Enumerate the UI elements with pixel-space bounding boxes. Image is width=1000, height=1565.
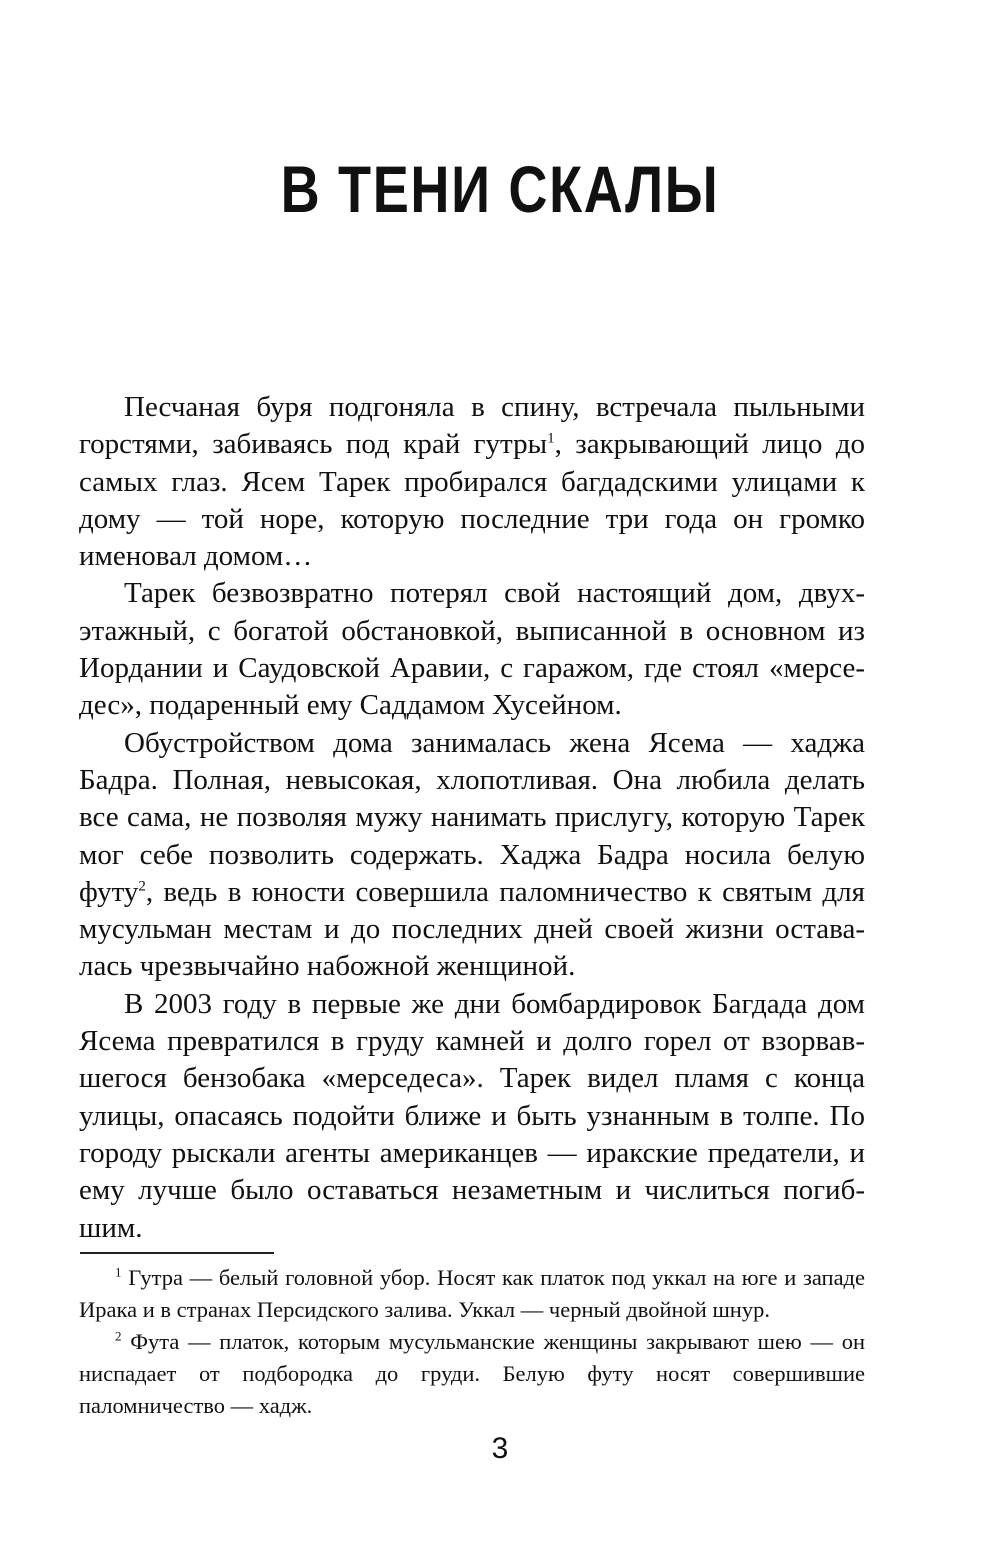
footnote-ref: 1: [547, 430, 555, 447]
body-text: [79, 389, 865, 1247]
paragraph-text: , закрывающий лицо до самых глаз. Ясем Тарек пробирался багдадскими улицами к дому — той норе, которую последние три года он громко именовал домом…: [79, 428, 866, 573]
footnote-text: Фута — платок, которым мусульманские женщины закрывают шею — он ниспадает от подбородка до груди. Белую футу носят совершившие паломничество — хадж.: [79, 1329, 865, 1418]
footnotes: [79, 1262, 865, 1422]
footnote-ref: 2: [138, 878, 146, 895]
paragraph: Тарек безвозвратно потерял свой настоящий дом, двухэтажный, с богатой обстановкой, выписанной в основном из Иордании и Саудовской Аравии, с гаражом, где стоял «мерседес», подаренный ему Саддамом Хусейном.: [79, 577, 865, 722]
paragraph-text: , ведь в юности совершила паломничество к святым для мусульман местам и до последних дней своей жизни оставалась чрезвычайно набожной женщиной.: [79, 875, 865, 983]
footnote-separator: [80, 1252, 274, 1254]
paragraph: [79, 389, 865, 575]
footnote: [79, 1326, 865, 1422]
paragraph-text: Песчаная буря подгоняла в спину, встречала пыльными горстями, забиваясь под край гутры: [79, 391, 865, 461]
paragraph-text: Обустройством дома занималась жена Ясема — хаджа Бадра. Полная, невысокая, хлопотливая. Она любила делать все сама, не позволяя мужу нанимать прислугу, которую Тарек мог себе позволить содержать. Хаджа Бадра носила белую футу: [79, 726, 865, 908]
paragraph: [79, 725, 865, 986]
footnote-text: Гутра — белый головной убор. Носят как платок под уккал на юге и западе Ирака и в странах Персидского залива. Уккал — черный двойной шнур.: [79, 1265, 865, 1322]
footnote-number: 2: [115, 1328, 122, 1344]
paragraph: В 2003 году в первые же дни бомбардировок Багдада дом Ясема превратился в груду камней и долго горел от взорвавшегося бензобака «мерседеса». Тарек видел пламя с конца улицы, опасаясь подойти ближе и быть узнанным в толпе. По городу рыскали агенты американцев — иракские предатели, и ему лучше было оставаться незаметным и числиться погибшим.: [79, 987, 865, 1244]
chapter-title: В ТЕНИ СКАЛЫ: [280, 152, 720, 226]
page-number: 3: [491, 1432, 509, 1465]
footnote-number: 1: [115, 1264, 122, 1280]
footnote: [79, 1262, 865, 1326]
